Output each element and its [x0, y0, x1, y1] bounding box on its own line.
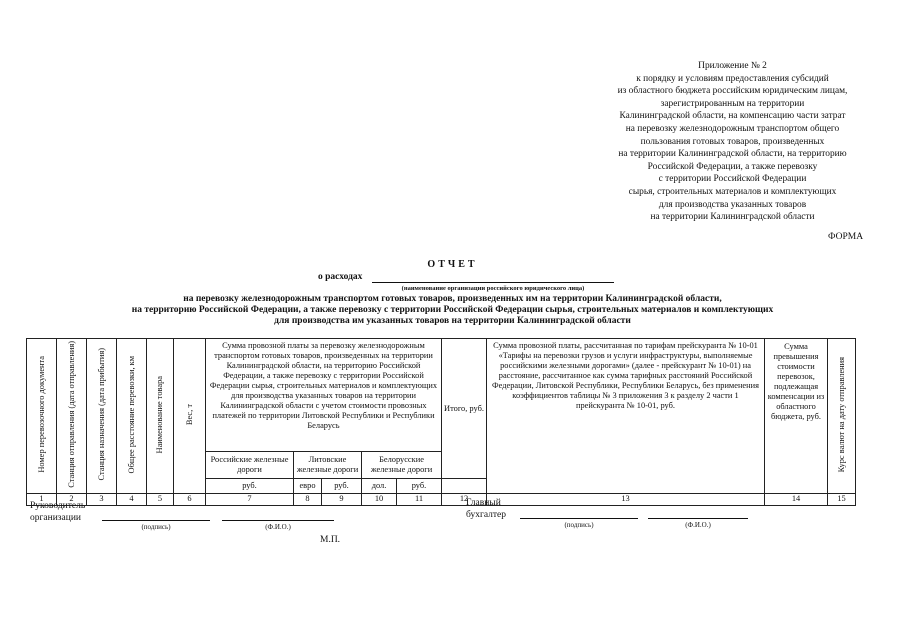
- appendix-line: для производства указанных товаров: [658, 199, 807, 210]
- appendix-line: из областного бюджета российским юридическим лицам,: [617, 86, 848, 97]
- unit-euro: евро: [294, 479, 322, 493]
- unit-empty: [442, 479, 487, 493]
- subtitle-line: на территорию Российской Федерации, а также перевозку с территории Российской Федерации сырья, строительных материалов и комплектующих: [131, 305, 774, 316]
- header-product-name: Наименование товара: [147, 339, 174, 494]
- head-label-line: организации: [30, 513, 82, 523]
- header-total: Итого, руб.: [442, 339, 487, 479]
- appendix-line: Калининградской области, на компенсацию части затрат: [619, 111, 846, 122]
- header-russian-railways: Российские железные дороги: [206, 452, 294, 479]
- column-number: 7: [206, 493, 294, 505]
- header-exchange-rate: Курс валют на дату отправления: [828, 339, 856, 494]
- subtitle-line: для производства им указанных товаров на территории Калининградской области: [274, 316, 631, 327]
- appendix-line: Российской Федерации, а также перевозку: [647, 161, 818, 172]
- column-number: 14: [765, 493, 828, 505]
- appendix-line: сырья, строительных материалов и комплектующих: [628, 186, 837, 197]
- expenses-prefix: о расходах: [318, 272, 363, 282]
- column-number: 15: [828, 493, 856, 505]
- header-departure-station: Станция отправления (дата отправления): [57, 339, 87, 494]
- header-belarusian-railways: Белорусские железные дороги: [362, 452, 442, 479]
- column-number: 13: [487, 493, 765, 505]
- accountant-label-line: Главный: [466, 498, 501, 508]
- appendix-block: [600, 60, 865, 224]
- head-signature-field[interactable]: [102, 520, 210, 521]
- organization-caption: (наименование организации российского юридического лица): [401, 285, 585, 292]
- head-label-line: Руководитель: [30, 501, 86, 511]
- column-number: 8: [294, 493, 322, 505]
- unit-rub: руб.: [322, 479, 362, 493]
- column-number: 1: [27, 493, 57, 505]
- accountant-label-line: бухгалтер: [466, 510, 507, 520]
- column-number: 4: [117, 493, 147, 505]
- report-subtitle: [0, 294, 905, 328]
- column-number: 9: [322, 493, 362, 505]
- header-compensation: Сумма превышения стоимости перевозок, подлежащая компенсации из областного бюджета, руб.: [765, 339, 828, 494]
- form-label: ФОРМА: [828, 232, 864, 242]
- organization-name-field[interactable]: [372, 282, 614, 283]
- column-number: 6: [174, 493, 206, 505]
- appendix-line: пользования готовых товаров, произведенных: [640, 136, 825, 147]
- header-arrival-station: Станция назначения (дата прибытия): [87, 339, 117, 494]
- header-freight-charge: Сумма провозной платы за перевозку железнодорожным транспортом готовых товаров, произведенных на территории Калининградской области, на территорию Российской Федерации, а также перевозку с территории Российской Федерации сырья, строительных материалов и комплектующих для производства указанных товаров на территории Калининградской области с учетом стоимости провозных платежей по территории Литовской Республики и Республики Беларусь: [206, 339, 442, 452]
- unit-rub: руб.: [206, 479, 294, 493]
- header-weight: Вес, т: [174, 339, 206, 494]
- appendix-line: на территории Калининградской области, на территорию: [618, 149, 847, 160]
- head-name-field[interactable]: [222, 520, 334, 521]
- subtitle-line: на перевозку железнодорожным транспортом готовых товаров, произведенных им на территории Калининградской области,: [183, 294, 722, 304]
- accountant-signature-caption: (подпись): [564, 521, 594, 529]
- appendix-line: Приложение № 2: [698, 61, 767, 71]
- head-name-caption: (Ф.И.О.): [265, 523, 291, 531]
- head-signature-caption: (подпись): [141, 523, 171, 531]
- header-tariff-charge: Сумма провозной платы, рассчитанная по тарифам прейскуранта № 10-01 «Тарифы на перевозки грузов и услуги инфраструктуры, выполняемые российскими железными дорогами» (далее - прейскурант № 10-01) на расстояние, рассчитанное как сумма тарифных расстояний Российской Федерации, Литовской Республики, Республики Беларусь, без применения коэффициентов таблицы № 3 приложения 3 к разделу 2 части 1 прейскуранта № 10-01, руб.: [487, 339, 765, 494]
- report-table: [26, 338, 856, 506]
- column-number: 5: [147, 493, 174, 505]
- head-label: [30, 500, 85, 524]
- accountant-signature-field[interactable]: [520, 518, 638, 519]
- seal-label: М.П.: [320, 535, 341, 545]
- accountant-label: [466, 497, 506, 521]
- appendix-line: на перевозку железнодорожным транспортом общего: [625, 123, 840, 134]
- header-lithuanian-railways: Литовские железные дороги: [294, 452, 362, 479]
- accountant-name-field[interactable]: [648, 518, 748, 519]
- appendix-line: к порядку и условиям предоставления субсидий: [636, 73, 829, 84]
- appendix-line: с территории Российской Федерации: [658, 174, 807, 185]
- column-number: 3: [87, 493, 117, 505]
- header-distance: Общее расстояние перевозки, км: [117, 339, 147, 494]
- report-title: ОТЧЕТ: [427, 259, 478, 270]
- column-number: 2: [57, 493, 87, 505]
- appendix-line: зарегистрированным на территории: [660, 98, 805, 109]
- unit-rub: руб.: [397, 479, 442, 493]
- column-number: 10: [362, 493, 397, 505]
- header-doc-number: Номер перевозочного документа: [27, 339, 57, 494]
- column-number: 12: [442, 493, 487, 505]
- unit-dol: дол.: [362, 479, 397, 493]
- column-number: 11: [397, 493, 442, 505]
- accountant-name-caption: (Ф.И.О.): [685, 521, 711, 529]
- appendix-line: на территории Калининградской области: [650, 212, 815, 223]
